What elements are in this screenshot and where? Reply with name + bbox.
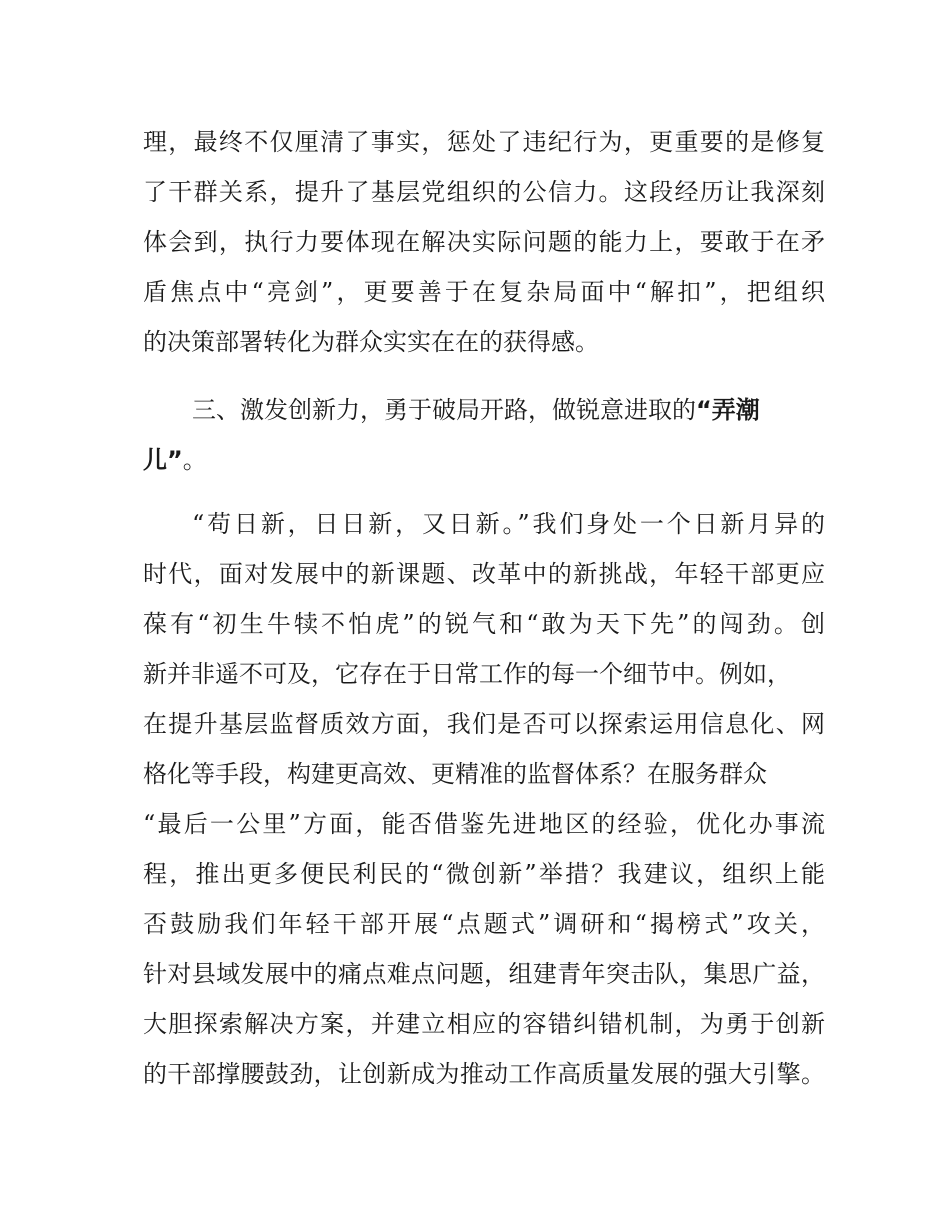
section-heading-text: 三、激发创新力，勇于破局开路，做锐意进取的: [192, 396, 696, 424]
paragraph-line: 针对县域发展中的痛点难点问题，组建青年突击队，集思广益，: [143, 960, 825, 988]
paragraph-line: 否鼓励我们年轻干部开展“点题式”调研和“揭榜式”攻关，: [143, 910, 825, 938]
paragraph-line: 了干群关系，提升了基层党组织的公信力。这段经历让我深刻: [143, 178, 825, 206]
section-heading-continued: [143, 445, 207, 475]
paragraph-line: 新并非遥不可及，它存在于日常工作的每一个细节中。例如，: [143, 660, 791, 688]
paragraph-line: 盾焦点中“亮剑”，更要善于在复杂局面中“解扣”，把组织: [143, 278, 825, 306]
paragraph-line: 大胆探索解决方案，并建立相应的容错纠错机制，为勇于创新: [143, 1010, 825, 1038]
paragraph-line: 时代，面对发展中的新课题、改革中的新挑战，年轻干部更应: [143, 560, 825, 588]
paragraph-line: 的干部撑腰鼓劲，让创新成为推动工作高质量发展的强大引擎。: [143, 1060, 825, 1088]
paragraph-line: 的决策部署转化为群众实实在在的获得感。: [143, 328, 599, 356]
section-heading-end: 。: [182, 446, 207, 474]
section-heading: [192, 395, 760, 425]
paragraph-line: 体会到，执行力要体现在解决实际问题的能力上，要敢于在矛: [143, 228, 825, 256]
paragraph-line: 格化等手段，构建更高效、更精准的监督体系？在服务群众: [143, 760, 767, 788]
paragraph-line: 葆有“初生牛犊不怕虎”的锐气和“敢为天下先”的闯劲。创: [143, 610, 825, 638]
paragraph-line: 在提升基层监督质效方面，我们是否可以探索运用信息化、网: [143, 710, 825, 738]
paragraph-line: “苟日新，日日新，又日新。”我们身处一个日新月异的: [192, 510, 825, 538]
section-heading-emphasis: “弄潮: [696, 396, 760, 424]
paragraph-line: 程，推出更多便民利民的“微创新”举措？我建议，组织上能: [143, 860, 825, 888]
paragraph-line: “最后一公里”方面，能否借鉴先进地区的经验，优化办事流: [143, 810, 825, 838]
paragraph-line: 理，最终不仅厘清了事实，惩处了违纪行为，更重要的是修复: [143, 128, 825, 156]
section-heading-emphasis: 儿”: [143, 446, 183, 474]
